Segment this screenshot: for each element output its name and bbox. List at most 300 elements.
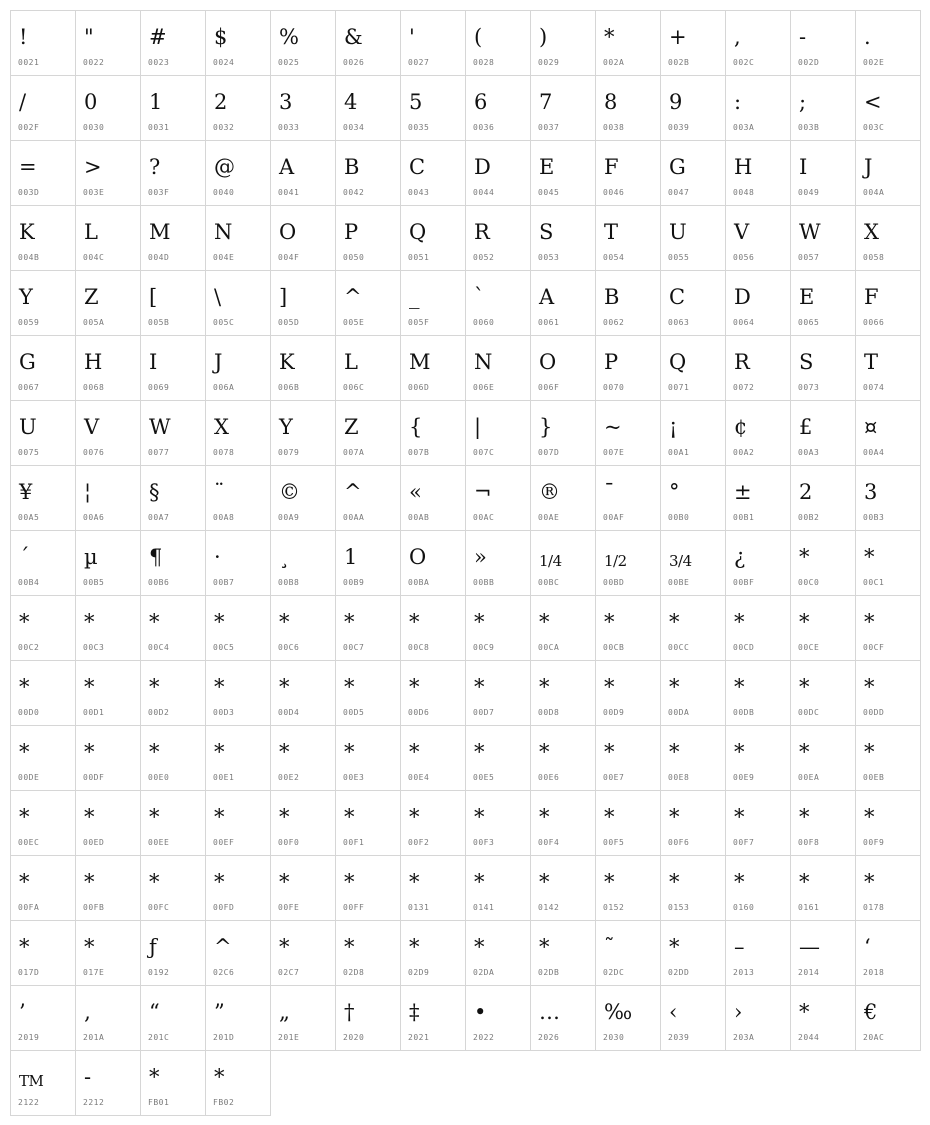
glyph-cell-00c0 xyxy=(790,530,856,596)
codepoint-label: 0024 xyxy=(213,58,235,67)
glyph-cell-0043 xyxy=(400,140,466,206)
glyph-cell-fb01 xyxy=(140,1050,206,1116)
codepoint-label: 00A5 xyxy=(18,513,40,522)
glyph-cell-007b xyxy=(400,400,466,466)
glyph-sample: E xyxy=(799,285,814,309)
codepoint-label: 0075 xyxy=(18,448,40,457)
codepoint-label: 2018 xyxy=(863,968,885,977)
glyph-cell-0036 xyxy=(465,75,531,141)
glyph-cell-0045 xyxy=(530,140,596,206)
codepoint-label: 2044 xyxy=(798,1033,820,1042)
glyph-sample: \ xyxy=(214,285,221,309)
glyph-sample: * xyxy=(669,740,679,764)
glyph-sample: O xyxy=(279,220,296,244)
glyph-cell-003d xyxy=(10,140,76,206)
codepoint-label: 0046 xyxy=(603,188,625,197)
codepoint-label: 00C0 xyxy=(798,578,820,587)
codepoint-label: 0161 xyxy=(798,903,820,912)
glyph-cell-00a6 xyxy=(75,465,141,531)
glyph-cell-00ed xyxy=(75,790,141,856)
glyph-cell-00ce xyxy=(790,595,856,661)
codepoint-label: 0054 xyxy=(603,253,625,262)
glyph-sample: K xyxy=(19,220,35,244)
codepoint-label: 0060 xyxy=(473,318,495,327)
glyph-sample: ® xyxy=(539,480,560,504)
codepoint-label: 00D1 xyxy=(83,708,105,717)
glyph-sample: T xyxy=(604,220,618,244)
glyph-cell-0040 xyxy=(205,140,271,206)
codepoint-label: 0059 xyxy=(18,318,40,327)
codepoint-label: 00F8 xyxy=(798,838,820,847)
codepoint-label: 0053 xyxy=(538,253,560,262)
glyph-sample: ° xyxy=(669,480,679,504)
codepoint-label: 00B7 xyxy=(213,578,235,587)
codepoint-label: 00ED xyxy=(83,838,105,847)
glyph-cell-00c3 xyxy=(75,595,141,661)
glyph-sample: G xyxy=(669,155,686,179)
codepoint-label: 02D8 xyxy=(343,968,365,977)
codepoint-label: 00A9 xyxy=(278,513,300,522)
glyph-sample: C xyxy=(669,285,685,309)
codepoint-label: 00CF xyxy=(863,643,885,652)
codepoint-label: 2026 xyxy=(538,1033,560,1042)
glyph-cell-00d0 xyxy=(10,660,76,726)
glyph-cell-002a xyxy=(595,10,661,76)
codepoint-label: 0048 xyxy=(733,188,755,197)
codepoint-label: 00A2 xyxy=(733,448,755,457)
glyph-cell-02db xyxy=(530,920,596,986)
glyph-sample: * xyxy=(669,870,679,894)
glyph-sample: * xyxy=(19,740,29,764)
glyph-cell-20ac xyxy=(855,985,921,1051)
glyph-cell-00d8 xyxy=(530,660,596,726)
glyph-cell-00df xyxy=(75,725,141,791)
glyph-sample: 9 xyxy=(669,90,682,114)
codepoint-label: 0045 xyxy=(538,188,560,197)
codepoint-label: 0160 xyxy=(733,903,755,912)
codepoint-label: 003D xyxy=(18,188,40,197)
codepoint-label: 00F5 xyxy=(603,838,625,847)
codepoint-label: 2022 xyxy=(473,1033,495,1042)
glyph-cell-00ba xyxy=(400,530,466,596)
glyph-cell-006d xyxy=(400,335,466,401)
codepoint-label: 00E5 xyxy=(473,773,495,782)
glyph-cell-00d2 xyxy=(140,660,206,726)
glyph-cell-00f8 xyxy=(790,790,856,856)
codepoint-label: 00A7 xyxy=(148,513,170,522)
codepoint-label: 00B9 xyxy=(343,578,365,587)
codepoint-label: 0192 xyxy=(148,968,170,977)
codepoint-label: 0030 xyxy=(83,123,105,132)
codepoint-label: 00B1 xyxy=(733,513,755,522)
glyph-sample: H xyxy=(84,350,102,374)
glyph-cell-00c6 xyxy=(270,595,336,661)
codepoint-label: 201E xyxy=(278,1033,300,1042)
codepoint-label: 002B xyxy=(668,58,690,67)
glyph-sample: X xyxy=(214,415,229,439)
codepoint-label: 004E xyxy=(213,253,235,262)
glyph-sample: * xyxy=(864,545,874,569)
codepoint-label: 00C5 xyxy=(213,643,235,652)
codepoint-label: 0035 xyxy=(408,123,430,132)
glyph-sample: Z xyxy=(84,285,99,309)
glyph-cell-006b xyxy=(270,335,336,401)
glyph-sample: } xyxy=(539,415,552,439)
glyph-cell-00e3 xyxy=(335,725,401,791)
glyph-cell-2019 xyxy=(10,985,76,1051)
glyph-cell-201a xyxy=(75,985,141,1051)
glyph-cell-2021 xyxy=(400,985,466,1051)
glyph-sample: * xyxy=(344,935,354,959)
glyph-cell-00a8 xyxy=(205,465,271,531)
glyph-cell-017e xyxy=(75,920,141,986)
glyph-cell-004e xyxy=(205,205,271,271)
glyph-cell-00db xyxy=(725,660,791,726)
glyph-sample: A xyxy=(279,155,294,179)
codepoint-label: 0049 xyxy=(798,188,820,197)
glyph-sample: 1 xyxy=(344,545,357,569)
glyph-sample: H xyxy=(734,155,752,179)
glyph-sample: * xyxy=(864,870,874,894)
codepoint-label: 0023 xyxy=(148,58,170,67)
glyph-sample: ¶ xyxy=(149,545,162,569)
codepoint-label: 0178 xyxy=(863,903,885,912)
glyph-sample: ´ xyxy=(19,545,29,569)
glyph-cell-00b5 xyxy=(75,530,141,596)
glyph-cell-00f5 xyxy=(595,790,661,856)
codepoint-label: 0153 xyxy=(668,903,690,912)
glyph-sample: * xyxy=(799,805,809,829)
codepoint-label: 00CE xyxy=(798,643,820,652)
glyph-sample: * xyxy=(344,870,354,894)
glyph-cell-0055 xyxy=(660,205,726,271)
codepoint-label: 00B0 xyxy=(668,513,690,522)
glyph-sample: 5 xyxy=(409,90,422,114)
glyph-cell-00f6 xyxy=(660,790,726,856)
glyph-cell-0068 xyxy=(75,335,141,401)
codepoint-label: 0031 xyxy=(148,123,170,132)
codepoint-label: 00E0 xyxy=(148,773,170,782)
glyph-cell-0024 xyxy=(205,10,271,76)
codepoint-label: 0042 xyxy=(343,188,365,197)
glyph-sample: [ xyxy=(149,285,157,309)
glyph-sample: | xyxy=(474,415,481,439)
glyph-sample: * xyxy=(149,1065,159,1089)
glyph-cell-02d8 xyxy=(335,920,401,986)
glyph-sample: * xyxy=(539,805,549,829)
glyph-cell-201c xyxy=(140,985,206,1051)
codepoint-label: 0026 xyxy=(343,58,365,67)
glyph-sample: U xyxy=(19,415,37,439)
glyph-cell-00e4 xyxy=(400,725,466,791)
glyph-sample: ? xyxy=(149,155,160,179)
codepoint-label: 00FC xyxy=(148,903,170,912)
codepoint-label: 00B4 xyxy=(18,578,40,587)
glyph-sample: * xyxy=(539,675,549,699)
glyph-cell-004b xyxy=(10,205,76,271)
glyph-sample: * xyxy=(279,870,289,894)
codepoint-label: 2212 xyxy=(83,1098,105,1107)
codepoint-label: 017E xyxy=(83,968,105,977)
codepoint-label: 00EB xyxy=(863,773,885,782)
codepoint-label: 00BC xyxy=(538,578,560,587)
codepoint-label: 0032 xyxy=(213,123,235,132)
codepoint-label: 00A1 xyxy=(668,448,690,457)
glyph-sample: W xyxy=(799,220,821,244)
glyph-sample: Q xyxy=(669,350,686,374)
glyph-sample: ƒ xyxy=(149,935,157,959)
glyph-sample: D xyxy=(474,155,491,179)
glyph-sample: I xyxy=(149,350,157,374)
glyph-sample: F xyxy=(604,155,619,179)
codepoint-label: 0065 xyxy=(798,318,820,327)
glyph-sample: ¯ xyxy=(604,480,614,504)
glyph-cell-00f4 xyxy=(530,790,596,856)
glyph-cell-0025 xyxy=(270,10,336,76)
glyph-sample: * xyxy=(214,805,224,829)
codepoint-label: 02C6 xyxy=(213,968,235,977)
glyph-sample: ~ xyxy=(604,415,622,439)
codepoint-label: 00F9 xyxy=(863,838,885,847)
codepoint-label: 00BF xyxy=(733,578,755,587)
glyph-cell-00cc xyxy=(660,595,726,661)
glyph-cell-0030 xyxy=(75,75,141,141)
glyph-cell-00fc xyxy=(140,855,206,921)
glyph-sample: ^ xyxy=(344,285,362,309)
glyph-cell-006f xyxy=(530,335,596,401)
codepoint-label: 004C xyxy=(83,253,105,262)
glyph-sample: * xyxy=(539,740,549,764)
glyph-sample: * xyxy=(604,805,614,829)
codepoint-label: 0041 xyxy=(278,188,300,197)
glyph-sample: U xyxy=(669,220,687,244)
codepoint-label: 0078 xyxy=(213,448,235,457)
glyph-sample: * xyxy=(84,805,94,829)
glyph-sample: 2 xyxy=(214,90,227,114)
codepoint-label: 00EE xyxy=(148,838,170,847)
codepoint-label: 0044 xyxy=(473,188,495,197)
glyph-cell-0078 xyxy=(205,400,271,466)
glyph-cell-0065 xyxy=(790,270,856,336)
glyph-sample: $ xyxy=(214,25,227,49)
glyph-cell-0039 xyxy=(660,75,726,141)
codepoint-label: 00D2 xyxy=(148,708,170,717)
glyph-sample: * xyxy=(864,675,874,699)
codepoint-label: 02C7 xyxy=(278,968,300,977)
codepoint-label: 006C xyxy=(343,383,365,392)
glyph-sample: M xyxy=(409,350,431,374)
glyph-cell-00e8 xyxy=(660,725,726,791)
glyph-cell-0061 xyxy=(530,270,596,336)
glyph-sample: ‚ xyxy=(84,1000,91,1024)
glyph-sample: * xyxy=(604,25,614,49)
glyph-sample: / xyxy=(19,90,26,114)
codepoint-label: 00FE xyxy=(278,903,300,912)
codepoint-label: 2020 xyxy=(343,1033,365,1042)
glyph-sample: * xyxy=(149,675,159,699)
glyph-cell-00b3 xyxy=(855,465,921,531)
codepoint-label: 004A xyxy=(863,188,885,197)
glyph-sample: 1 xyxy=(149,90,162,114)
codepoint-label: 00F2 xyxy=(408,838,430,847)
glyph-sample: " xyxy=(84,25,94,49)
glyph-sample: Y xyxy=(19,285,33,309)
glyph-sample: 1/2 xyxy=(604,552,627,570)
codepoint-label: 00E6 xyxy=(538,773,560,782)
glyph-cell-203a xyxy=(725,985,791,1051)
glyph-sample: µ xyxy=(84,545,98,569)
codepoint-label: 00C7 xyxy=(343,643,365,652)
glyph-sample: G xyxy=(19,350,36,374)
codepoint-label: 02D9 xyxy=(408,968,430,977)
codepoint-label: 003C xyxy=(863,123,885,132)
glyph-sample: I xyxy=(799,155,807,179)
codepoint-label: 002C xyxy=(733,58,755,67)
glyph-cell-003a xyxy=(725,75,791,141)
codepoint-label: 006D xyxy=(408,383,430,392)
glyph-cell-0041 xyxy=(270,140,336,206)
glyph-cell-00be xyxy=(660,530,726,596)
codepoint-label: 00E8 xyxy=(668,773,690,782)
codepoint-label: 2019 xyxy=(18,1033,40,1042)
glyph-sample: , xyxy=(734,25,741,49)
codepoint-label: 2122 xyxy=(18,1098,40,1107)
codepoint-label: 00A4 xyxy=(863,448,885,457)
glyph-cell-0038 xyxy=(595,75,661,141)
codepoint-label: 0047 xyxy=(668,188,690,197)
glyph-sample: _ xyxy=(409,285,419,309)
glyph-sample: * xyxy=(214,610,224,634)
glyph-cell-00ea xyxy=(790,725,856,791)
glyph-cell-00bb xyxy=(465,530,531,596)
codepoint-label: 00D5 xyxy=(343,708,365,717)
glyph-sample: * xyxy=(84,935,94,959)
glyph-cell-0027 xyxy=(400,10,466,76)
glyph-cell-00bd xyxy=(595,530,661,596)
glyph-sample: 7 xyxy=(539,90,552,114)
glyph-cell-02dc xyxy=(595,920,661,986)
glyph-sample: 4 xyxy=(344,90,357,114)
glyph-sample: > xyxy=(84,155,102,179)
codepoint-label: 0027 xyxy=(408,58,430,67)
glyph-sample: * xyxy=(84,870,94,894)
codepoint-label: 005B xyxy=(148,318,170,327)
glyph-sample: “ xyxy=(149,1000,160,1024)
glyph-sample: * xyxy=(344,805,354,829)
codepoint-label: 201A xyxy=(83,1033,105,1042)
codepoint-label: 00FB xyxy=(83,903,105,912)
glyph-cell-2020 xyxy=(335,985,401,1051)
glyph-cell-004c xyxy=(75,205,141,271)
glyph-sample: & xyxy=(344,25,363,49)
glyph-cell-00ec xyxy=(10,790,76,856)
codepoint-label: 02DD xyxy=(668,968,690,977)
glyph-sample: » xyxy=(474,545,487,569)
glyph-cell-0058 xyxy=(855,205,921,271)
glyph-cell-00af xyxy=(595,465,661,531)
glyph-sample: * xyxy=(734,740,744,764)
glyph-sample: ‰ xyxy=(604,1000,632,1024)
glyph-sample: 8 xyxy=(604,90,617,114)
glyph-sample: * xyxy=(669,805,679,829)
codepoint-label: 004F xyxy=(278,253,300,262)
glyph-sample: V xyxy=(734,220,749,244)
codepoint-label: 00D4 xyxy=(278,708,300,717)
glyph-sample: ] xyxy=(279,285,287,309)
glyph-sample: * xyxy=(409,610,419,634)
codepoint-label: 00DF xyxy=(83,773,105,782)
glyph-sample: * xyxy=(604,610,614,634)
codepoint-label: 00DE xyxy=(18,773,40,782)
glyph-cell-00d9 xyxy=(595,660,661,726)
glyph-cell-00e7 xyxy=(595,725,661,791)
codepoint-label: 003E xyxy=(83,188,105,197)
glyph-sample: * xyxy=(214,870,224,894)
codepoint-label: 00D7 xyxy=(473,708,495,717)
glyph-cell-0052 xyxy=(465,205,531,271)
glyph-cell-00d4 xyxy=(270,660,336,726)
glyph-sample: * xyxy=(799,870,809,894)
glyph-sample: * xyxy=(149,610,159,634)
glyph-sample: J xyxy=(864,155,872,179)
codepoint-label: 0050 xyxy=(343,253,365,262)
glyph-cell-0057 xyxy=(790,205,856,271)
glyph-cell-00b2 xyxy=(790,465,856,531)
glyph-cell-00b7 xyxy=(205,530,271,596)
glyph-cell-00ff xyxy=(335,855,401,921)
glyph-cell-00aa xyxy=(335,465,401,531)
glyph-sample: * xyxy=(669,935,679,959)
glyph-cell-0192 xyxy=(140,920,206,986)
glyph-sample: * xyxy=(19,675,29,699)
glyph-sample: * xyxy=(669,675,679,699)
glyph-cell-00a3 xyxy=(790,400,856,466)
codepoint-label: 0039 xyxy=(668,123,690,132)
codepoint-label: 006B xyxy=(278,383,300,392)
glyph-cell-0178 xyxy=(855,855,921,921)
glyph-sample: * xyxy=(149,805,159,829)
glyph-sample: * xyxy=(864,805,874,829)
codepoint-label: 002A xyxy=(603,58,625,67)
codepoint-label: 004D xyxy=(148,253,170,262)
codepoint-label: 00FA xyxy=(18,903,40,912)
glyph-cell-0046 xyxy=(595,140,661,206)
glyph-sample: * xyxy=(409,870,419,894)
glyph-cell-00d1 xyxy=(75,660,141,726)
glyph-cell-002b xyxy=(660,10,726,76)
glyph-cell-00a7 xyxy=(140,465,206,531)
glyph-sample: ¿ xyxy=(734,545,745,569)
codepoint-label: 00AF xyxy=(603,513,625,522)
glyph-cell-00b9 xyxy=(335,530,401,596)
glyph-cell-00de xyxy=(10,725,76,791)
codepoint-label: 00DB xyxy=(733,708,755,717)
glyph-sample: * xyxy=(84,675,94,699)
glyph-sample: * xyxy=(734,805,744,829)
glyph-cell-0161 xyxy=(790,855,856,921)
glyph-cell-00ca xyxy=(530,595,596,661)
glyph-cell-0141 xyxy=(465,855,531,921)
codepoint-label: 00B8 xyxy=(278,578,300,587)
glyph-sample: * xyxy=(279,935,289,959)
codepoint-label: 201D xyxy=(213,1033,235,1042)
glyph-sample: £ xyxy=(799,415,812,439)
codepoint-label: 00FD xyxy=(213,903,235,912)
codepoint-label: 00F0 xyxy=(278,838,300,847)
glyph-sample: V xyxy=(84,415,99,439)
glyph-cell-00cb xyxy=(595,595,661,661)
glyph-cell-005c xyxy=(205,270,271,336)
